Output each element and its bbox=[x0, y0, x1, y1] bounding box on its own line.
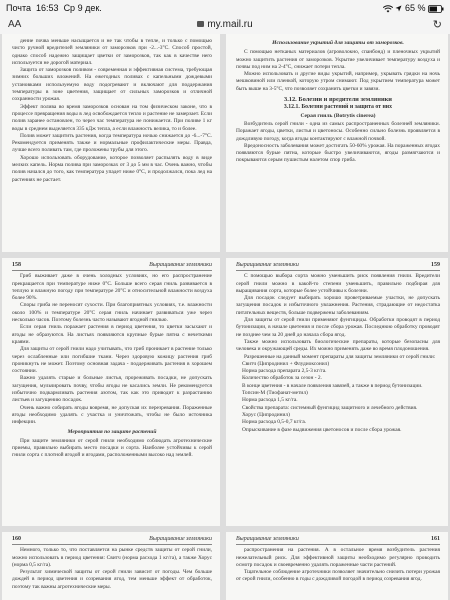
battery-icon bbox=[428, 5, 444, 13]
lock-icon bbox=[197, 21, 204, 27]
page-number: 160 bbox=[12, 536, 21, 542]
url-field[interactable] bbox=[0, 19, 450, 30]
list-item: Количество обработок за сезон - 2. bbox=[242, 375, 322, 382]
paragraph: Также можно использовать биологические препараты, которые безопасны для человека и окружающей среды. Их можно применять даже во время плодоношения. bbox=[236, 338, 440, 353]
running-title: Выращивание земляники bbox=[149, 536, 212, 542]
paragraph: Результат химической защиты от серой гнили зависит от погоды. Чем больше дождей в период цветения и созревания ягод, тем меньше эффект от обработок, поэтому так важны агротехнические меры. bbox=[12, 569, 212, 590]
paragraph: Для посадок следует выбирать хорошо проветриваемые участки, не допускать загущения посадок и избыточного увлажнения. Растения, страдающие от недостатка питательных веществ, больше подвержены заболеваниям. bbox=[236, 295, 440, 316]
running-title: Выращивание земляники bbox=[236, 536, 299, 542]
paragraph: С помощью нетканых материалов (агроволокно, спанбонд) и пленочных укрытий можно защитить растения от заморозков. Укрытие увеличивает температуру воздуха и почвы под ним на 2-4°С, снижает потери тепла. bbox=[236, 49, 440, 70]
status-left bbox=[6, 3, 102, 13]
paragraph: Эффект полива во время заморозков основан на том физическом законе, что в процессе превращения воды в лед освобождается тепло и растение не замерзает. Если полив заранее остановлен, то через час температура не понижается. При поливе 1 кг воды в среднем выделяется 335 кДж тепла, а если влажность велика, то и более. bbox=[12, 103, 212, 132]
paragraph: Тщательное соблюдение агротехники позволяет значительно снизить потери урожая от серой гнили, особенно в годы с дождливой погодой в период созревания ягод. bbox=[236, 569, 440, 583]
list-item: Опрыскивание в фазе выдвижения цветоносов и после сбора урожая. bbox=[242, 426, 402, 433]
battery-percent: 65 % bbox=[404, 3, 426, 13]
location-icon bbox=[395, 5, 402, 12]
paragraph: Для защиты от серой гнили применяют фунгициды. Обработки проводят в период бутонизации, в начале цветения и после сбора урожая. Последнюю обработку проводят не позднее чем за 20 дней до начала сбора ягод. bbox=[236, 317, 440, 338]
status-right bbox=[383, 3, 444, 13]
page-number: 161 bbox=[431, 536, 440, 542]
subsection-heading: Мероприятия по защите растений bbox=[67, 428, 157, 435]
chapter-heading: 3.12. Болезни и вредители земляники bbox=[284, 96, 392, 104]
paragraph: Если серая гниль поражает растения в период цветения, то цветки засыхают и ягоды не образуются. На листьях появляются крупные бурые пятна с нечеткими краями. bbox=[12, 324, 212, 345]
paragraph: Можно использовать и другие виды укрытий, например, укрывать грядки на ночь мешковиной или пленкой, которую утром снимают. Под укрытием температура может быть выше на 3-5°С, что позволяет сохранить цветки и завязи. bbox=[236, 71, 440, 92]
paragraph: Немного, только то, что поставляется на рынке средств защиты от серой гнили, можно использовать в период цветения: Свитч (норма расхода 1 кг/га), а также Хорус (норма 0,5 кг/га). bbox=[12, 547, 212, 568]
running-title: Выращивание земляники bbox=[236, 262, 299, 268]
book-page-160 bbox=[2, 532, 220, 600]
paragraph: Возбудитель серой гнили - одна из самых распространенных болезней земляники. Поражает ягоды, цветки, листья и цветоносы. Особенно сильно болезнь проявляется в дождливую погоду, когда ягоды контактируют с влажной почвой. bbox=[236, 120, 440, 142]
paragraph: С помощью выбора сорта можно уменьшить риск появления гнили. Вредители серой гнили можно в какой-то степени уменьшить, правильно подбирая для выращивания сорта, которые более устойчивы к болезни. bbox=[236, 273, 440, 294]
list-item: Хорус (Ципродинил) bbox=[242, 411, 290, 418]
list-item: Норма расхода 1,5 кг/га. bbox=[242, 397, 298, 404]
book-page-157 bbox=[2, 34, 220, 252]
url-text: my.mail.ru bbox=[207, 19, 253, 30]
paragraph: дение почва меньше насыщается и не так чтобы в тепле, и только с помощью чисто ручной вредителей земляники от заморозков при -2...-3°С. Способ простой, однако способ надежно защищает цветки от заморозков, так как в качестве него используется не дорогой материал. bbox=[12, 38, 212, 66]
browser-address-bar bbox=[0, 16, 450, 35]
list-item: Норма расхода препарата 2,5-3 кг/га. bbox=[242, 368, 327, 375]
status-bar bbox=[0, 0, 450, 16]
paragraph: Для защиты от серой гнили надо учитывать, что гриб проникает в растение только через ослабленные или погибшие ткани. Через здоровую кожицу растения гриб проникнуть не может. Поэтому основная задача - поддерживать растения в хорошем состоянии. bbox=[12, 346, 212, 375]
page-header bbox=[236, 536, 440, 545]
date-label: Ср 9 дек. bbox=[63, 3, 102, 13]
paragraph: Очень важно собирать ягоды вовремя, не допуская их перезревания. Пораженные ягоды необходимо удалять с участка и уничтожать, чтобы не было источника инфекции. bbox=[12, 404, 212, 426]
book-page-157b bbox=[226, 34, 448, 252]
running-title: Выращивание земляники bbox=[149, 262, 212, 268]
clock: 16:53 bbox=[36, 3, 59, 13]
text-size-button[interactable]: AA bbox=[8, 19, 22, 30]
wifi-icon bbox=[383, 5, 393, 13]
page-number: 158 bbox=[12, 262, 21, 268]
list-item: Топсин-М (Тиофанат-метил) bbox=[242, 390, 308, 397]
page-header bbox=[12, 536, 212, 545]
paragraph: Гриб выживает даже в очень холодных условиях, но его распространение прекращается при температуре ниже 0°С. Больше всего серая гниль развивается в теплую и влажную погоду при температуре 20°С и относительной влажности воздуха более 90%. bbox=[12, 273, 212, 302]
page-header bbox=[236, 262, 440, 271]
book-page-158 bbox=[2, 258, 220, 526]
book-page-159 bbox=[226, 258, 448, 526]
list-item: В конце цветения - в начале появления завязей, а также в период бутонизации. bbox=[242, 382, 423, 389]
page-header bbox=[12, 262, 212, 271]
list-item: Свитч (Ципродинил + Флудиоксонил) bbox=[242, 360, 330, 367]
paragraph: Разрешенные на данный момент препараты для защиты земляники от серой гнили: bbox=[244, 353, 436, 360]
subsection-heading: Использование укрытий для защиты от заморозков. bbox=[272, 40, 404, 46]
list-item: Норма расхода 0,5-0,7 кг/га. bbox=[242, 419, 307, 426]
topic-heading: Серая гниль (Botrytis cinerea) bbox=[300, 112, 376, 119]
paragraph: Споры гриба не переносят сухости. При благоприятных условиях, т.е. влажности около 100% и температуре 20°С серая гниль начинает развиваться уже через несколько часов. Поэтому болезнь часто называют ягодной гнилью. bbox=[12, 302, 212, 324]
paragraph: Вредоносность заболевания может достигать 50-60% урожая. На пораженных ягодах появляются бурые пятна, которые быстро увеличиваются, ягоды размягчаются и покрываются серым пушистым налетом спор гриба. bbox=[236, 142, 440, 164]
carrier-label: Почта bbox=[6, 3, 31, 13]
paragraph: Защита от заморозков поливом - современная и эффективная система, требующая зимних больших вложений. На ежегодных поливах с капельными дождевыми установками используемую воду подогревают и включают для поддержания температуры в зоне цветения, защищает от сильных заморозков и отличной сохранности урожая. bbox=[12, 67, 212, 103]
section-heading: 3.12.1. Болезни растений и защита от них bbox=[283, 104, 393, 111]
book-scan-viewer[interactable] bbox=[0, 34, 450, 600]
paragraph: Полив может защитить растения, когда температура ночью снижается до -6...-7°С. Рекомендуется применять также и нормальные профилактические меры. Правда, лучше всего поливать там, где проложены трубы для этого. bbox=[12, 132, 212, 154]
paragraph: Важно удалять старые и больные листья, прореживать посадки, не допускать загущения, мульчировать почву, чтобы ягоды не касались земли. Не рекомендуется избыточно подкармливать растения азотом, так как это приводит к разрастанию листьев и загущению посадок. bbox=[12, 375, 212, 404]
page-number: 159 bbox=[431, 262, 440, 268]
paragraph: Хорошо использовать оборудование, которое позволяет распылять воду в виде мелких капель. Норма полива при заморозках от 3 до 5 мм в час. Очень важно, чтобы полив начался до того, как температура упадет ниже 0°С, и продолжался, пока лед на растениях не растает. bbox=[12, 154, 212, 183]
list-item: Свойства препарата: системный фунгицид защитного и лечебного действия. bbox=[242, 404, 418, 411]
paragraph: распространения на растения. А в остальное время возбудитель растения нежелательный риск. Для эффективной защиты необходимо регулярно проводить осмотр посадок и своевременно удалять пораженные части растений. bbox=[236, 547, 440, 568]
reload-icon[interactable]: ↻ bbox=[432, 19, 442, 31]
paragraph: При защите земляники от серой гнили необходимо соблюдать агротехнические приемы, правильно выбирать место посадки и сорта. Наиболее устойчивы к серой гнили сорта с плотной ягодой и ягодами, расположенными высоко над землей. bbox=[12, 437, 212, 459]
book-page-161 bbox=[226, 532, 448, 600]
